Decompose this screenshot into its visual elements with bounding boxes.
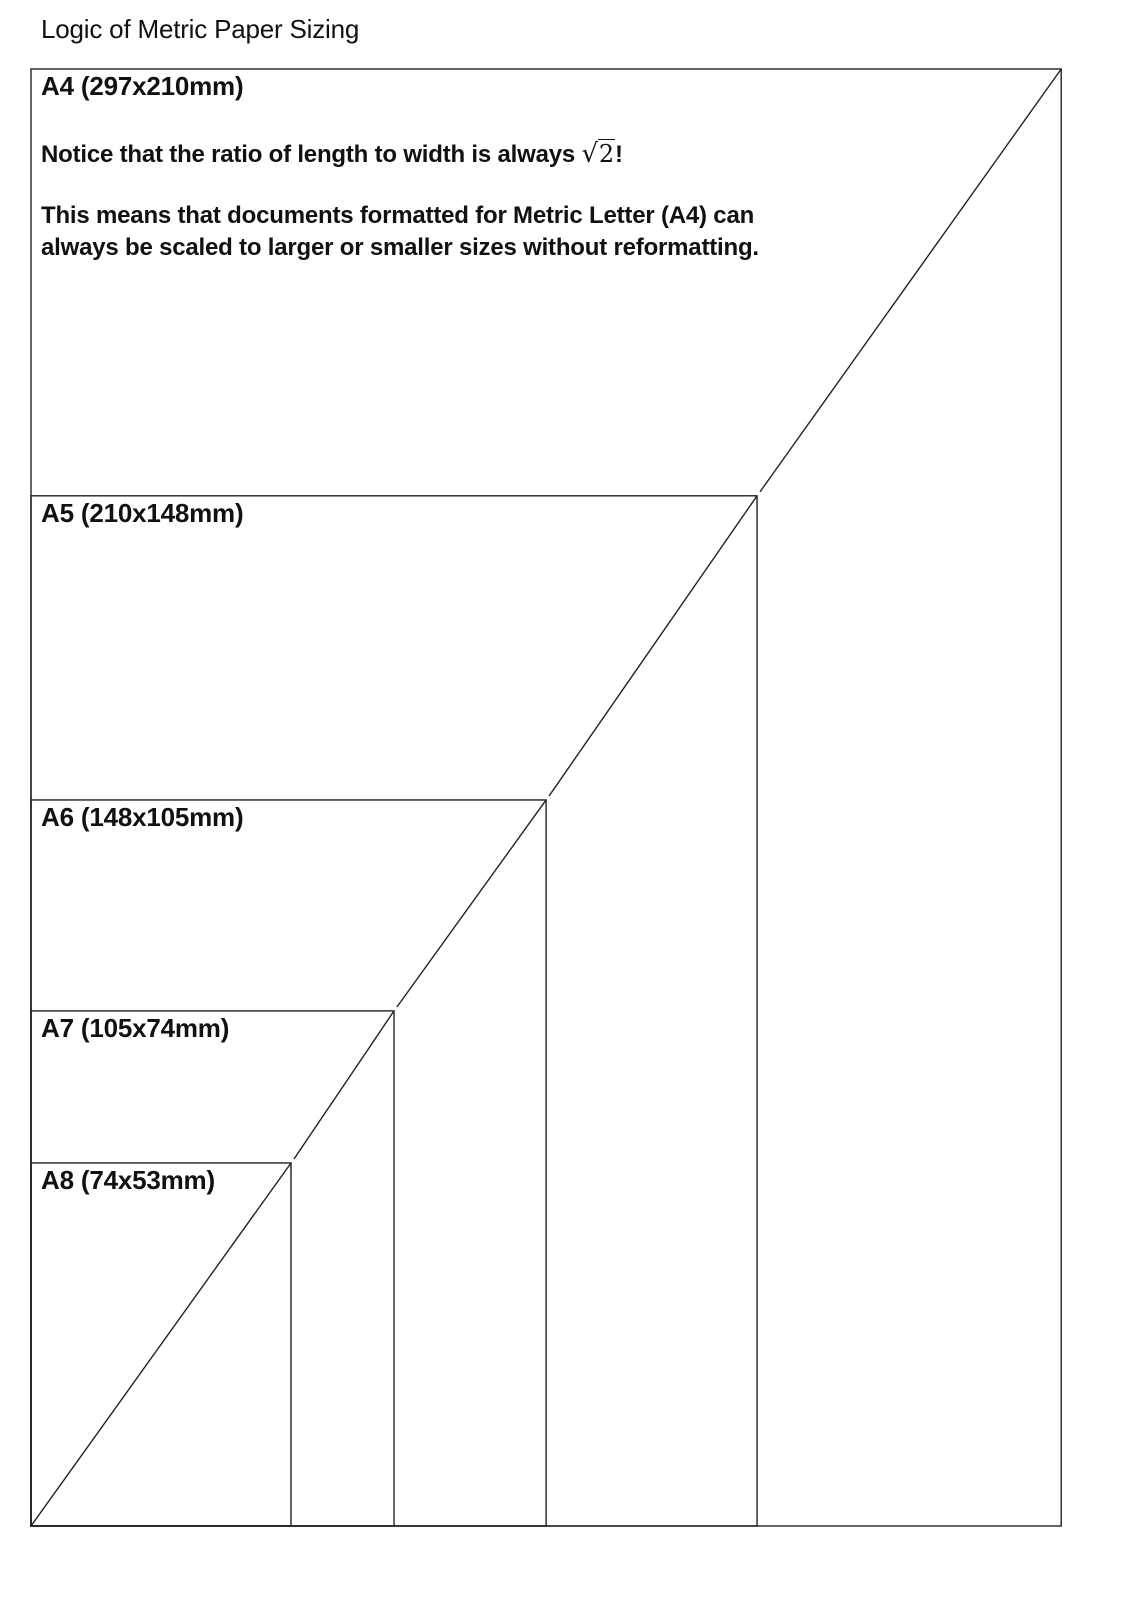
radicand: 2 — [598, 140, 614, 168]
sheet-outline-7 — [31, 1011, 394, 1526]
sheet-diagonal-4 — [760, 69, 1061, 492]
sheet-label-6: A6 (148x105mm) — [41, 801, 244, 832]
square-root-symbol — [582, 138, 615, 170]
sheet-diagonal-6 — [397, 800, 546, 1007]
ratio-note-text: Notice that the ratio of length to width is always — [41, 141, 582, 168]
radical-sign: √ — [581, 139, 598, 169]
sheet-label-4: A4 (297x210mm) — [41, 71, 244, 101]
sheet-label-7: A7 (105x74mm) — [41, 1012, 230, 1043]
ratio-note — [41, 138, 941, 171]
scaling-note: This means that documents formatted for Metric Letter (A4) can always be scaled to larger or smaller sizes without reformatting. — [41, 202, 759, 261]
sheet-label-5: A5 (210x148mm) — [41, 497, 244, 528]
sheet-diagonal-5 — [549, 496, 757, 796]
sheet-diagonal-7 — [294, 1011, 394, 1159]
ratio-note-end: ! — [614, 141, 623, 168]
sheet-diagonal-8 — [31, 1163, 291, 1526]
sheet-label-8: A8 (74x53mm) — [41, 1164, 215, 1195]
page-title: Logic of Metric Paper Sizing — [41, 14, 360, 44]
